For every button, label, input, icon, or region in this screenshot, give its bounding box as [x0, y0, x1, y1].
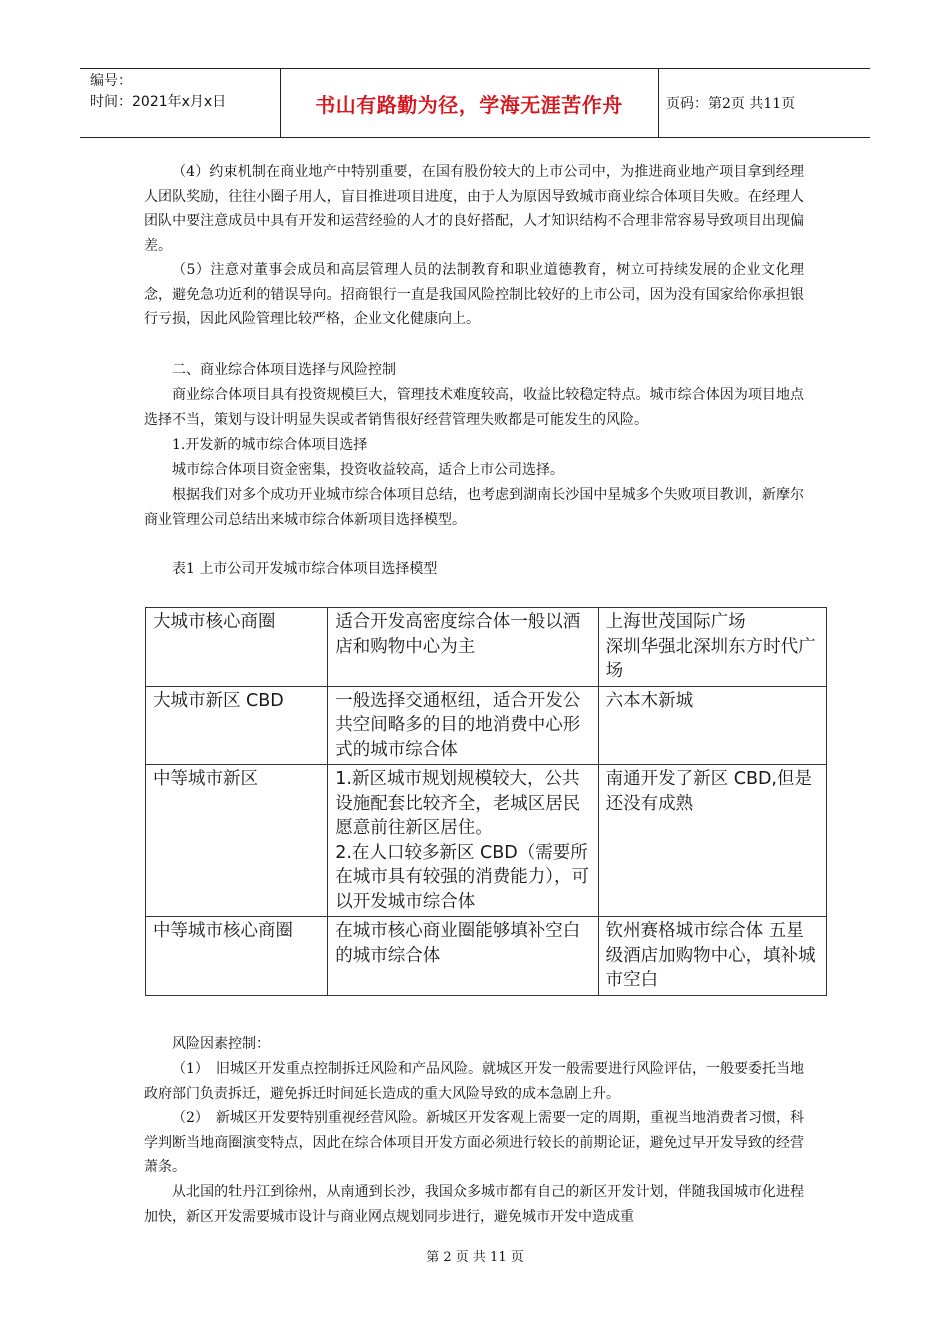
table-cell-type: 大城市核心商圈 [146, 608, 328, 687]
paragraph: 商业综合体项目具有投资规模巨大，管理技术难度较高，收益比较稳定特点。城市综合体因为项目地点选择不当，策划与设计明显失误或者销售很好经营管理失败都是可能发生的风险。 [144, 387, 804, 428]
header-divider [658, 69, 659, 137]
table-caption: 表1 上市公司开发城市综合体项目选择模型 [172, 561, 438, 577]
cell-text: 南通开发了新区 CBD,但是还没有成熟 [605, 769, 812, 814]
cell-text: 适合开发高密度综合体一般以酒店和购物中心为主 [335, 612, 581, 657]
header-motto: 书山有路勤为径，学海无涯苦作舟 [315, 93, 623, 117]
subheading: 1.开发新的城市综合体项目选择 [172, 437, 368, 453]
table-cell-example [598, 608, 826, 687]
cell-text: 2.在人口较多新区 CBD（需要所在城市具有较强的消费能力），可以开发城市综合体 [335, 842, 590, 912]
table-cell-example [598, 686, 826, 765]
paragraph: （1） 旧城区开发重点控制拆迁风险和产品风险。就城区开发一般需要进行风险评估，一般要委托当地政府部门负责拆迁，避免拆迁时间延长造成的重大风险导致的成本急剧上升。 [144, 1061, 804, 1102]
paragraph: 根据我们对多个成功开业城市综合体项目总结，也考虑到湖南长沙国中星城多个失败项目教训，新摩尔商业管理公司总结出来城市综合体新项目选择模型。 [144, 487, 804, 528]
header-meta [90, 71, 280, 113]
paragraph: （5）注意对董事会成员和高层管理人员的法制教育和职业道德教育，树立可持续发展的企业文化理念，避免急功近利的错误导向。招商银行一直是我国风险控制比较好的上市公司，因为没有国家给你承担银行亏损，因此风险管理比较严格，企业文化健康向上。 [144, 262, 804, 328]
cell-text: 在城市核心商业圈能够填补空白的城市综合体 [335, 921, 581, 966]
header-page-info: 页码：第2页 共11页 [666, 96, 796, 112]
cell-text: 上海世茂国际广场 [605, 612, 746, 632]
table-row [146, 765, 827, 917]
table-cell-type: 中等城市新区 [146, 765, 328, 917]
cell-text: 一般选择交通枢纽，适合开发公共空间略多的目的地消费中心形式的城市综合体 [335, 690, 581, 760]
table-row [146, 917, 827, 996]
cell-text: 六本木新城 [605, 690, 694, 711]
paragraph: （2） 新城区开发要特别重视经营风险。新城区开发客观上需要一定的周期，重视当地消费者习惯，科学判断当地商圈演变特点，因此在综合体项目开发方面必须进行较长的前期论证，避免过早开发导致的经营萧条。 [144, 1110, 804, 1176]
paragraph: 从北国的牡丹江到徐州，从南通到长沙，我国众多城市都有自己的新区开发计划，伴随我国城市化进程加快，新区开发需要城市设计与商业网点规划同步进行，避免城市开发中造成重 [144, 1184, 804, 1225]
paragraph: （4）约束机制在商业地产中特别重要，在国有股份较大的上市公司中，为推进商业地产项目拿到经理人团队奖励，往往小圈子用人，盲目推进项目进度，由于人为原因导致城市商业综合体项目失败。在经理人团队中要注意成员中具有开发和运营经验的人才的良好搭配，人才知识结构不合理非常容易导致项目出现偏差。 [144, 164, 804, 254]
cell-text: 钦州赛格城市综合体 五星级酒店加购物中心，填补城市空白 [605, 921, 816, 990]
table-cell-type: 中等城市核心商圈 [146, 917, 328, 996]
table-cell-desc [328, 686, 598, 765]
project-selection-table [145, 607, 827, 996]
cell-text: 深圳华强北深圳东方时代广场 [605, 636, 816, 681]
page-footer: 第 2 页 共 11 页 [426, 1250, 524, 1265]
table-cell-desc [328, 608, 598, 687]
serial-label: 编号： [90, 73, 132, 89]
section-heading: 风险因素控制： [172, 1036, 270, 1052]
table-cell-example [598, 765, 826, 917]
table-cell-desc [328, 765, 598, 917]
section-heading: 二、商业综合体项目选择与风险控制 [172, 362, 396, 378]
table-cell-desc [328, 917, 598, 996]
table-cell-example [598, 917, 826, 996]
time-label: 时间：2021年x月x日 [90, 94, 227, 110]
table-row [146, 608, 827, 687]
table-cell-type: 大城市新区 CBD [146, 686, 328, 765]
paragraph: 城市综合体项目资金密集，投资收益较高，适合上市公司选择。 [172, 462, 564, 478]
cell-text: 1.新区城市规划规模较大，公共设施配套比较齐全，老城区居民愿意前往新区居住。 [335, 769, 581, 838]
page-header [80, 68, 870, 138]
table-row [146, 686, 827, 765]
